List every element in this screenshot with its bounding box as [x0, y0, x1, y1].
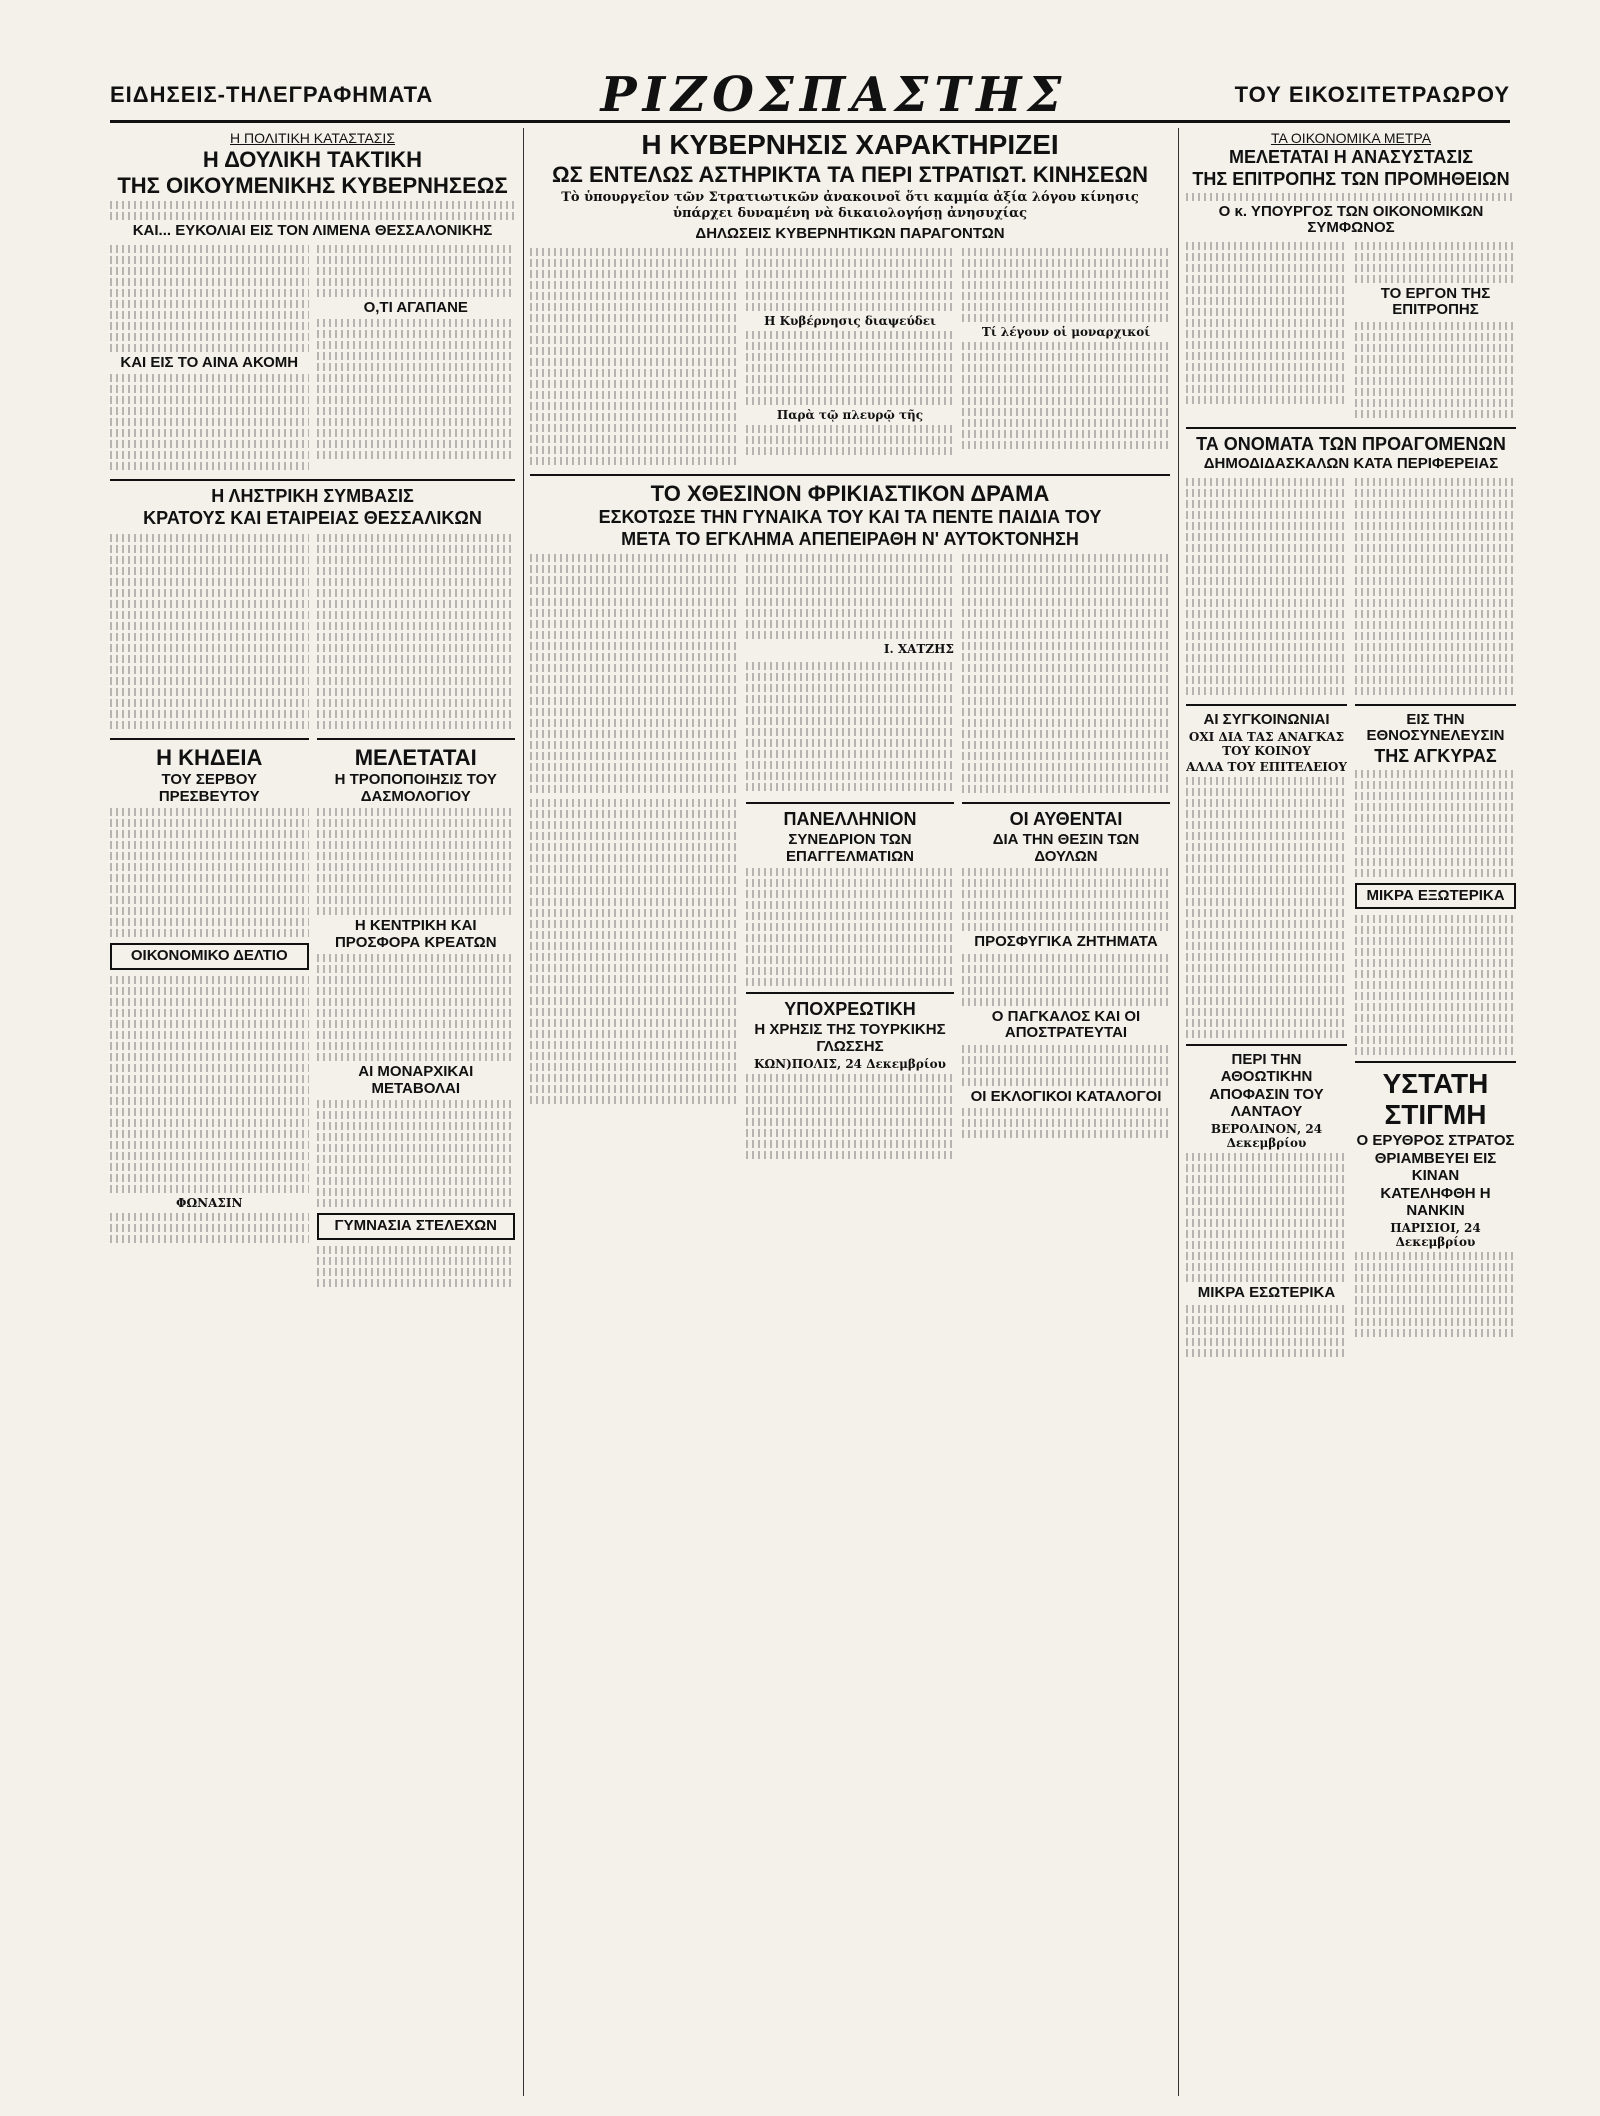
subheading: Τί λέγουν οἱ μοναρχικοί	[981, 324, 1151, 339]
subheading: ΑΛΛΑ ΤΟΥ ΕΠΙΤΕΛΕΙΟΥ	[1186, 760, 1347, 775]
headline: ΥΣΤΑΤΗ ΣΤΙΓΜΗ	[1382, 1068, 1489, 1130]
headline: ΜΙΚΡΑ ΕΣΩΤΕΡΙΚΑ	[1197, 1284, 1336, 1302]
headline: ΤΟ ΧΘΕΣΙΝΟΝ ΦΡΙΚΙΑΣΤΙΚΟΝ ΔΡΑΜΑ	[650, 480, 1050, 506]
column-center	[530, 128, 1179, 2096]
lead-headline: ΩΣ ΕΝΤΕΛΩΣ ΑΣΤΗΡΙΚΤΑ ΤΑ ΠΕΡΙ ΣΤΡΑΤΙΩΤ. ΚΙΝΗΣΕΩΝ	[552, 161, 1148, 187]
headline: ΤΗΣ ΑΓΚΥΡΑΣ	[1374, 745, 1497, 766]
subheading: Η ΚΕΝΤΡΙΚΗ ΚΑΙ ΠΡΟΣΦΟΡΑ ΚΡΕΑΤΩΝ	[334, 917, 497, 951]
subheading: Η Κυβέρνησις διαψεύδει	[764, 313, 936, 328]
kicker: Η ΠΟΛΙΤΙΚΗ ΚΑΤΑΣΤΑΣΙΣ	[230, 130, 395, 146]
headline: ΤΗΣ ΕΠΙΤΡΟΠΗΣ ΤΩΝ ΠΡΟΜΗΘΕΙΩΝ	[1192, 168, 1510, 189]
dateline: ΒΕΡΟΛΙΝΟΝ, 24 Δεκεμβρίου	[1210, 1122, 1323, 1151]
newspaper-title: ΡΙΖΟΣΠΑΣΤΗΣ	[600, 67, 1068, 123]
subheading: ΔΗΛΩΣΕΙΣ ΚΥΒΕΡΝΗΤΙΚΩΝ ΠΑΡΑΓΟΝΤΩΝ	[695, 225, 1005, 243]
subheading: ΣΥΝΕΔΡΙΟΝ ΤΩΝ ΕΠΑΓΓΕΛΜΑΤΙΩΝ	[786, 831, 914, 865]
headline: Ο ΕΡΥΘΡΟΣ ΣΤΡΑΤΟΣ	[1356, 1131, 1515, 1149]
subheading: Ο κ. ΥΠΟΥΡΓΟΣ ΤΩΝ ΟΙΚΟΝΟΜΙΚΩΝ ΣΥΜΦΩΝΟΣ	[1218, 202, 1484, 237]
headline: ΜΕΛΕΤΑΤΑΙ	[354, 744, 477, 770]
section-box: ΟΙΚΟΝΟΜΙΚΟ ΔΕΛΤΙΟ	[110, 943, 309, 970]
subheading: ΟΧΙ ΔΙΑ ΤΑΣ ΑΝΑΓΚΑΣ ΤΟΥ ΚΟΙΝΟΥ	[1188, 730, 1345, 759]
headline: ΠΑΝΕΛΛΗΝΙΟΝ	[783, 809, 917, 830]
headline: ΥΠΟΧΡΕΩΤΙΚΗ	[784, 999, 916, 1020]
dateline: ΚΩΝ)ΠΟΛΙΣ, 24 Δεκεμβρίου	[754, 1057, 946, 1072]
column-right	[1180, 128, 1516, 2096]
headline: ΔΗΜΟΔΙΔΑΣΚΑΛΩΝ ΚΑΤΑ ΠΕΡΙΦΕΡΕΙΑΣ	[1203, 455, 1499, 473]
section-box: ΜΙΚΡΑ ΕΞΩΤΕΡΙΚΑ	[1355, 883, 1516, 910]
headline: ΤΑ ΟΝΟΜΑΤΑ ΤΩΝ ΠΡΟΑΓΟΜΕΝΩΝ	[1196, 433, 1506, 454]
dateline: ΦΩΝΑΣΙΝ	[176, 1195, 243, 1210]
headline: ΑΠΟΦΑΣΙΝ ΤΟΥ ΛΑΝΤΑΟΥ	[1209, 1086, 1324, 1120]
headline: ΕΙΣ ΤΗΝ ΕΘΝΟΣΥΝΕΛΕΥΣΙΝ	[1366, 710, 1505, 745]
masthead	[110, 67, 1510, 123]
column-left	[110, 128, 524, 2096]
subheading: ΤΟΥ ΣΕΡΒΟΥ ΠΡΕΣΒΕΥΤΟΥ	[158, 771, 260, 805]
subheading: ΔΙΑ ΤΗΝ ΘΕΣΙΝ ΤΩΝ ΔΟΥΛΩΝ	[992, 831, 1140, 865]
subheading: Η ΤΡΟΠΟΠΟΙΗΣΙΣ ΤΟΥ ΔΑΣΜΟΛΟΓΙΟΥ	[334, 771, 497, 805]
headline: Η ΔΟΥΛΙΚΗ ΤΑΚΤΙΚΗ	[202, 147, 423, 172]
byline: Ι. ΧΑΤΖΗΣ	[883, 642, 954, 657]
headline: ΜΕΛΕΤΑΤΑΙ Η ΑΝΑΣΥΣΤΑΣΙΣ	[1228, 147, 1474, 167]
subheading: ΤΟ ΕΡΓΟΝ ΤΗΣ ΕΠΙΤΡΟΠΗΣ	[1380, 284, 1491, 319]
section-label: ΕΙΔΗΣΕΙΣ-ΤΗΛΕΓΡΑΦΗΜΑΤΑ	[110, 82, 434, 107]
headline: ΑΙ ΣΥΓΚΟΙΝΩΝΙΑΙ	[1203, 710, 1330, 728]
headline: ΕΣΚΟΤΩΣΕ ΤΗΝ ΓΥΝΑΙΚΑ ΤΟΥ ΚΑΙ ΤΑ ΠΕΝΤΕ ΠΑΙΔΙΑ ΤΟΥ	[598, 506, 1102, 527]
section-label-right: ΤΟΥ ΕΙΚΟΣΙΤΕΤΡΑΩΡΟΥ	[1234, 82, 1510, 107]
subheading: Παρὰ τῷ πλευρῷ τῆς	[776, 407, 924, 422]
headline: ΚΑΤΕΛΗΦΘΗ Η ΝΑΝΚΙΝ	[1380, 1185, 1491, 1219]
headline: ΟΙ ΑΥΘΕΝΤΑΙ	[1009, 809, 1123, 830]
section-box: ΓΥΜΝΑΣΙΑ ΣΤΕΛΕΧΩΝ	[317, 1213, 516, 1240]
subheading: Ο ΠΑΓΚΑΛΟΣ ΚΑΙ ΟΙ ΑΠΟΣΤΡΑΤΕΥΤΑΙ	[991, 1007, 1141, 1042]
dateline: ΠΑΡΙΣΙΟΙ, 24 Δεκεμβρίου	[1390, 1221, 1481, 1250]
headline: Η ΛΗΣΤΡΙΚΗ ΣΥΜΒΑΣΙΣ	[211, 486, 414, 507]
headline: ΚΡΑΤΟΥΣ ΚΑΙ ΕΤΑΙΡΕΙΑΣ ΘΕΣΣΑΛΙΚΩΝ	[143, 508, 482, 529]
subheading: ΚΑΙ... ΕΥΚΟΛΙΑΙ ΕΙΣ ΤΟΝ ΛΙΜΕΝΑ ΘΕΣΣΑΛΟΝΙΚΗΣ	[132, 222, 493, 240]
subheading: Ο,ΤΙ ΑΓΑΠΑΝΕ	[363, 298, 468, 316]
subheading: ΠΡΟΣΦΥΓΙΚΑ ΖΗΤΗΜΑΤΑ	[974, 933, 1158, 951]
lead-headline: Η ΚΥΒΕΡΝΗΣΙΣ ΧΑΡΑΚΤΗΡΙΖΕΙ	[641, 129, 1059, 160]
headline: ΤΗΣ ΟΙΚΟΥΜΕΝΙΚΗΣ ΚΥΒΕΡΝΗΣΕΩΣ	[117, 173, 508, 199]
subheading: ΟΙ ΕΚΛΟΓΙΚΟΙ ΚΑΤΑΛΟΓΟΙ	[970, 1087, 1162, 1105]
headline: ΜΕΤΑ ΤΟ ΕΓΚΛΗΜΑ ΑΠΕΠΕΙΡΑΘΗ Ν' ΑΥΤΟΚΤΟΝΗΣΗ	[621, 528, 1079, 549]
headline: Η ΚΗΔΕΙΑ	[156, 744, 263, 770]
subheading: ΑΙ ΜΟΝΑΡΧΙΚΑΙ ΜΕΤΑΒΟΛΑΙ	[358, 1063, 474, 1097]
kicker: ΤΑ ΟΙΚΟΝΟΜΙΚΑ ΜΕΤΡΑ	[1270, 130, 1432, 146]
subheading: ΚΑΙ ΕΙΣ ΤΟ ΑΙΝΑ ΑΚΟΜΗ	[120, 353, 299, 371]
lead-deck: Τὸ ὑπουργεῖον τῶν Στρατιωτικῶν ἀνακοινοῖ ὅτι καμμία ἀξία λόγου κίνησις ὑπάρχει δυναμένη νὰ δικαιολογήσῃ ἀνησυχίας	[561, 189, 1139, 221]
subheading: Η ΧΡΗΣΙΣ ΤΗΣ ΤΟΥΡΚΙΚΗΣ ΓΛΩΣΣΗΣ	[754, 1021, 946, 1055]
headline: ΠΕΡΙ ΤΗΝ ΑΘΟΩΤΙΚΗΝ	[1220, 1051, 1313, 1085]
headline: ΘΡΙΑΜΒΕΥΕΙ ΕΙΣ ΚΙΝΑΝ	[1374, 1150, 1497, 1184]
